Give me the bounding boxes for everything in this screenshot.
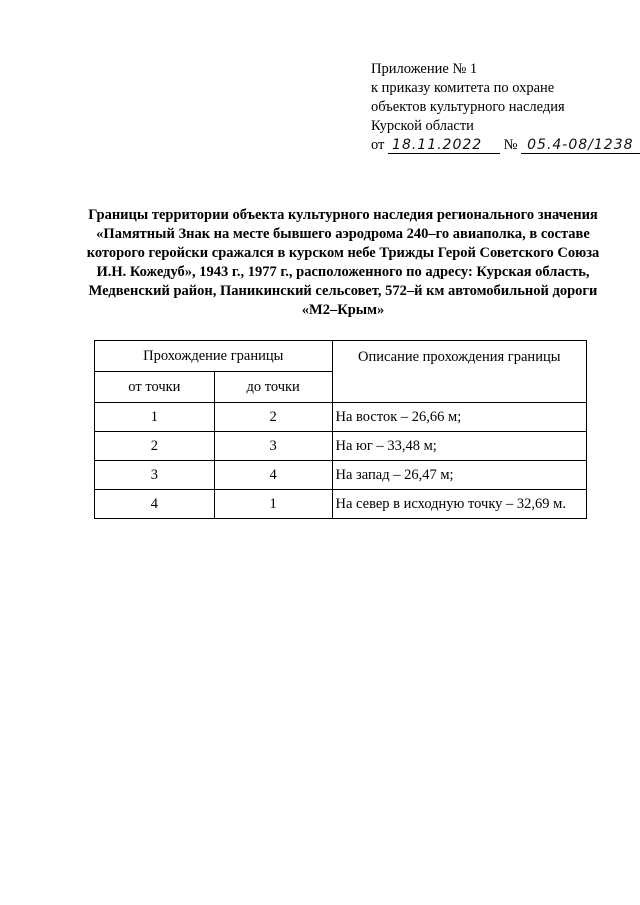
from-point-cell: 2: [95, 432, 215, 461]
order-number-field: [521, 138, 640, 154]
table-row: [95, 461, 587, 490]
from-label: от: [371, 137, 385, 153]
to-point-cell: 2: [214, 403, 332, 432]
table-header-row: [95, 341, 587, 372]
document-title: Границы территории объекта культурного наследия регионального значения «Памятный Знак на месте бывшего аэродрома 240–го авиаполка, в составе которого геройски сражался в курском небе Трижды Герой Советского Союза И.Н. Кожедуб», 1943 г., 1977 г., расположенного по адресу: Курская область, Медвенский район, Паникинский сельсовет, 572–й км автомобильной дороги «М2–Крым»: [86, 207, 600, 318]
description-cell: На юг – 33,48 м;: [332, 432, 586, 461]
table-row: [95, 432, 587, 461]
boundary-table: [94, 340, 587, 519]
table-row: [95, 403, 587, 432]
description-header: Описание прохождения границы: [332, 341, 586, 403]
number-label: №: [503, 137, 518, 153]
passage-header: Прохождение границы: [95, 341, 333, 372]
to-point-cell: 3: [214, 432, 332, 461]
table-row: [95, 490, 587, 519]
order-date-field: [388, 138, 500, 154]
description-cell: На запад – 26,47 м;: [332, 461, 586, 490]
attachment-number: Приложение № 1: [371, 61, 478, 77]
from-point-cell: 3: [95, 461, 215, 490]
order-number: 05.4-08/1238: [527, 137, 634, 153]
attachment-region: Курской области: [371, 118, 474, 134]
description-cell: На север в исходную точку – 32,69 м.: [332, 490, 586, 519]
from-point-cell: 1: [95, 403, 215, 432]
to-point-cell: 1: [214, 490, 332, 519]
to-point-header: до точки: [214, 372, 332, 403]
description-cell: На восток – 26,66 м;: [332, 403, 586, 432]
order-date: 18.11.2022: [392, 137, 483, 153]
from-point-header: от точки: [95, 372, 215, 403]
attachment-committee: объектов культурного наследия: [371, 99, 565, 115]
from-point-cell: 4: [95, 490, 215, 519]
attachment-date-number-line: [371, 136, 640, 155]
attachment-order-ref: к приказу комитета по охране: [371, 80, 555, 96]
attachment-header: [371, 60, 640, 155]
to-point-cell: 4: [214, 461, 332, 490]
